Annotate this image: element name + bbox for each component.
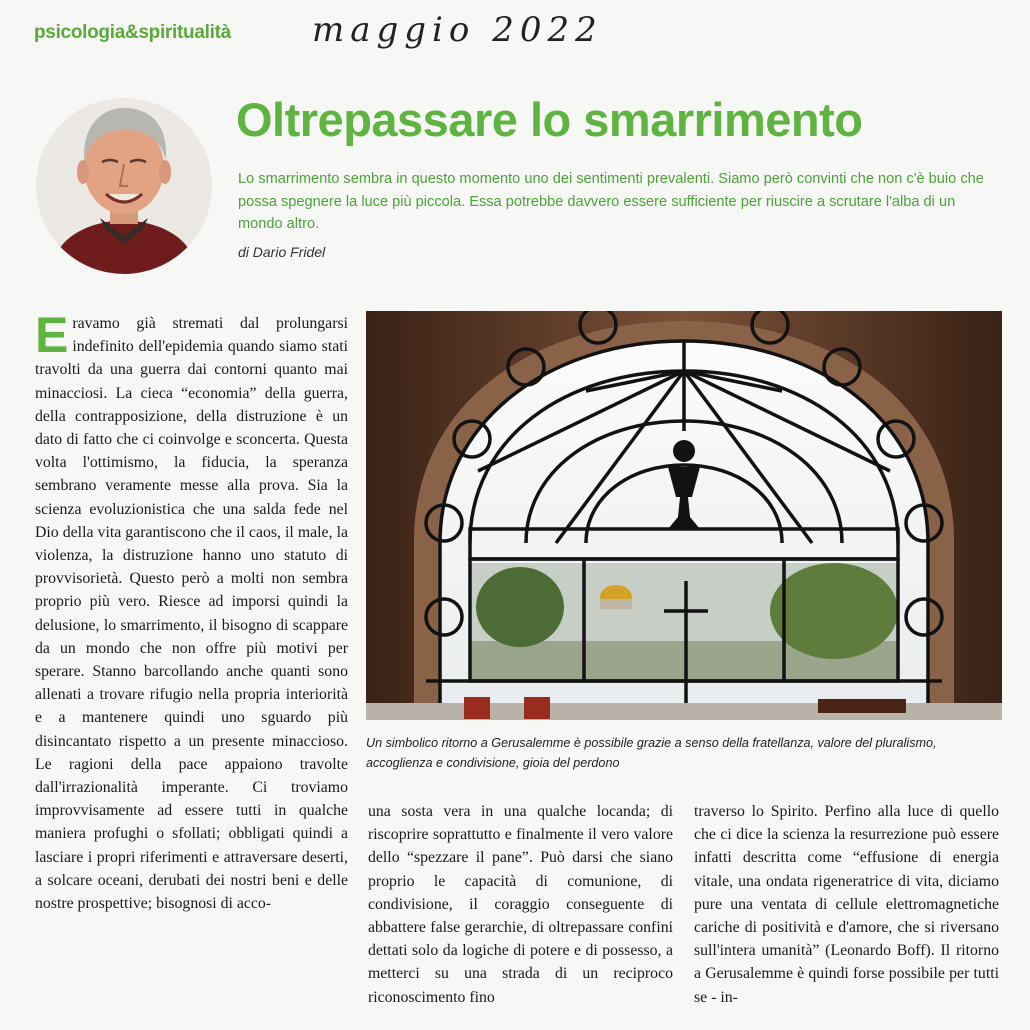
article-photo [366,311,1002,720]
column-1 [35,307,348,915]
column-3-text: traverso lo Spirito. Perfino alla luce di quello che ci dice la scienza la resurrezione può essere infatti descritta come “effusione di energia vitale, una ondata rigeneratrice di vita, diciamo pure una ventata di cellule elettromagnetiche cariche di positività e d'amore, che si riversano sull'intera umanità” (Leonardo Boff). Il ritorno a Gerusalemme è quindi forse possibile per tutti se - in- [694,803,999,1006]
photo-caption: Un simbolico ritorno a Gerusalemme è possibile grazie a senso della fratellanza, valore del pluralismo, accoglienza e condivisione, gioia del perdono [366,736,937,770]
article-byline: di Dario Fridel [238,244,326,260]
article-title: Oltrepassare lo smarrimento [236,93,863,146]
column-3 [694,800,999,1009]
dropcap: E [35,307,69,363]
section-tag: psicologia&spiritualità [34,22,231,43]
column-2 [368,800,673,1009]
column-1-text: ravamo già stremati dal prolungarsi indefinito dell'epidemia quando siamo stati travolti da una guerra dai contorni quanto mai minacciosi. La cieca “economia” della guerra, della contrapposizione, della distruzione è un dato di fatto che ci coinvolge e sconcerta. Questa volta l'ottimismo, la fiducia, la speranza sembrano veramente messe alla prova. Sia la scienza evoluzionistica che una salda fede nel Dio della vita garantiscono che il caos, il male, la violenza, la distruzione hanno uno statuto di provvisorietà. Questo però a molti non sembra proprio più vero. Riesce ad imporsi quindi la delusione, lo smarrimento, il bisogno di scappare da un mondo che non offre più motivi per sperare. Stanno barcollando anche quanti sono allenati a trovare rifugio nella propria interiorità e a mantenere quindi uno sguardo più disincantato rispetto a un presente minaccioso. Le ragioni della pace appaiono travolte dall'irrazionalità imperante. Ci troviamo improvvisamente ad essere tutti in qualche maniera profughi o sfollati; obbligati quindi a lasciare i propri riferimenti e attraversare deserti, a solcare oceani, derubati dei nostri beni e delle nostre prospettive; bisognosi di acco- [35,315,348,913]
author-portrait [36,98,212,274]
handwritten-date: maggio 2022 [312,10,603,50]
article-lead: Lo smarrimento sembra in questo momento uno dei sentimenti prevalenti. Siamo però convinti che non c'è buio che possa spegnere la luce più piccola. Essa potrebbe davvero essere sufficiente per riuscire a scrutare l'alba di un mondo altro. [238,171,984,232]
column-2-text: una sosta vera in una qualche locanda; di riscoprire soprattutto e finalmente il vero valore dello “spezzare il pane”. Può darsi che siano proprio le capacità di comunione, di condivisione, il coraggio conseguente di abbattere false gerarchie, di oltrepassare confini dettati solo da logiche di potere e di possesso, a metterci su una strada di un reciproco riconoscimento fino [368,803,673,1006]
